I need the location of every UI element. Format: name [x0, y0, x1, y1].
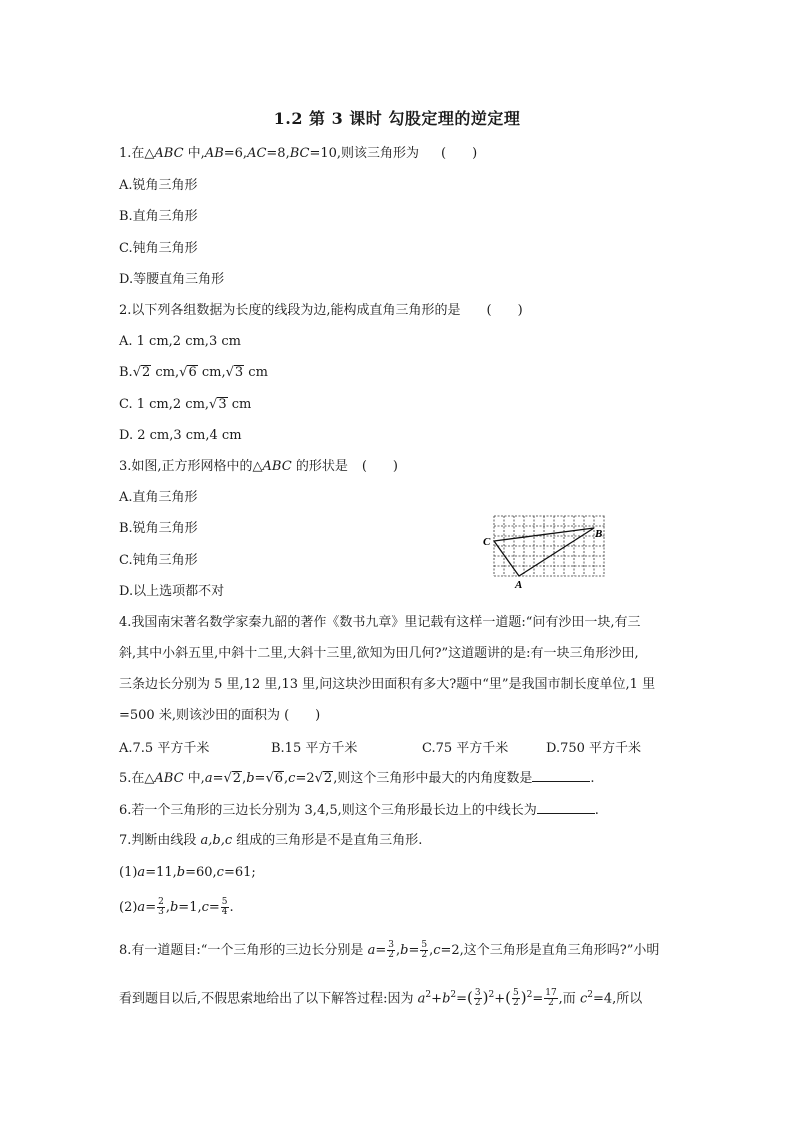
question-4-option-a: A.7.5 平方千米: [119, 741, 210, 756]
question-1-option-d: D.等腰直角三角形: [119, 272, 225, 287]
page-title: 1.2 第 3 课时 勾股定理的逆定理: [273, 109, 521, 128]
question-7-part-1: (1)a=11,b=60,c=61;: [119, 865, 256, 880]
question-3-option-d: D.以上选项都不对: [119, 584, 225, 599]
fraction: $\frac{3}{2}$: [474, 988, 481, 1009]
question-1-option-a: A.锐角三角形: [119, 178, 198, 193]
fraction: $\frac{17}{2}$: [545, 988, 557, 1009]
question-4-line-2: 斜,其中小斜五里,中斜十二里,大斜十三里,欲知为田几何?”这道题讲的是:有一块三角形沙田,: [119, 646, 639, 661]
question-4-option-d: D.750 平方千米: [546, 741, 642, 756]
question-2-stem: 2.以下列各组数据为长度的线段为边,能构成直角三角形的是 ( ): [119, 303, 523, 318]
question-6-stem: 6.若一个三角形的三边长分别为 3,4,5,则这个三角形最长边上的中线长为 .: [119, 803, 599, 818]
question-7-stem: 7.判断由线段 a,b,c 组成的三角形是不是直角三角形.: [119, 833, 423, 848]
question-2-option-d: D. 2 cm,3 cm,4 cm: [119, 428, 242, 443]
question-2-option-b: B.√2 cm,√6 cm,√3 cm: [119, 365, 268, 380]
question-7-part-2: (2)a= $\frac{2}{3}$ ,b=1,c= $\frac{5}{4}$ .: [119, 897, 234, 917]
question-2-option-c: C. 1 cm,2 cm,√3 cm: [119, 397, 252, 412]
fraction: $\frac{5}{2}$: [421, 940, 428, 960]
question-1-option-b: B.直角三角形: [119, 209, 198, 224]
vertex-label-a: A: [515, 579, 523, 591]
triangle-grid-figure: [482, 512, 612, 592]
answer-blank[interactable]: [537, 801, 595, 814]
fraction: $\frac{2}{3}$: [158, 897, 164, 917]
question-1-stem: 1.在△ABC 中,AB=6,AC=8,BC=10,则该三角形为 ( ): [119, 146, 478, 161]
question-8-line-2: 看到题目以后,不假思索地给出了以下解答过程:因为 $a^2+b^2=$( $\frac{3}{2}$ )$^2$+( $\frac{5}{2}$ )$^2$= $\frac{17}{2}$ ,而 $c^2=4$,所以: [119, 988, 643, 1009]
question-5-stem: 5.在△ABC 中,a=√2,b=√6,c=2√2,则这个三角形中最大的内角度数是 .: [119, 771, 595, 786]
question-4-option-c: C.75 平方千米: [422, 741, 509, 756]
question-3-option-a: A.直角三角形: [119, 490, 198, 505]
question-1-option-c: C.钝角三角形: [119, 241, 198, 256]
question-8-line-1: 8.有一道题目:“一个三角形的三边长分别是 a= $\frac{3}{2}$ ,b= $\frac{5}{2}$ ,c=2,这个三角形是直角三角形吗?”小明: [119, 940, 660, 960]
question-3-option-c: C.钝角三角形: [119, 553, 198, 568]
question-3-option-b: B.锐角三角形: [119, 521, 198, 536]
question-4-option-b: B.15 平方千米: [271, 741, 358, 756]
fraction: $\frac{3}{2}$: [388, 940, 394, 960]
vertex-label-c: C: [483, 536, 491, 548]
question-4-line-4: =500 米,则该沙田的面积为 ( ): [119, 708, 321, 723]
vertex-label-b: B: [595, 528, 603, 540]
question-4-line-1: 4.我国南宋著名数学家秦九韶的著作《数书九章》里记载有这样一道题:“问有沙田一块,有三: [119, 615, 641, 630]
fraction: $\frac{5}{4}$: [221, 897, 228, 917]
fraction: $\frac{5}{2}$: [512, 988, 519, 1009]
question-2-option-a: A. 1 cm,2 cm,3 cm: [119, 334, 241, 349]
answer-blank[interactable]: [532, 769, 590, 782]
question-4-line-3: 三条边长分别为 5 里,12 里,13 里,问这块沙田面积有多大?题中“里”是我国市制长度单位,1 里: [119, 677, 656, 692]
question-3-stem: 3.如图,正方形网格中的△ABC 的形状是 ( ): [119, 459, 398, 474]
grid-lines: [494, 516, 606, 576]
